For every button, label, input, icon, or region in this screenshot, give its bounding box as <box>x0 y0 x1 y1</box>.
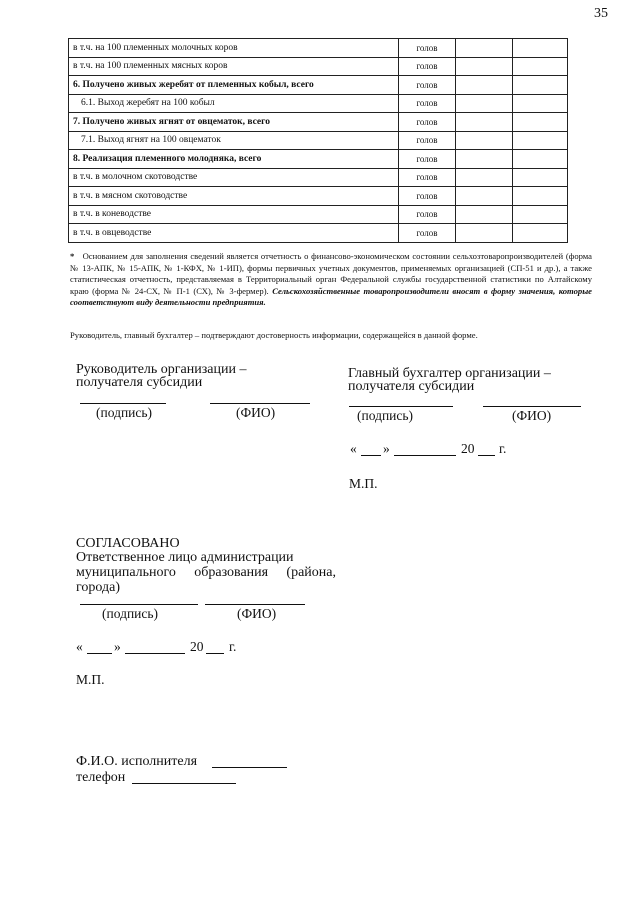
accountant-date-close: » <box>383 441 390 456</box>
value-cell[interactable] <box>513 150 568 169</box>
table-row <box>69 168 568 187</box>
value-cell[interactable] <box>456 57 513 76</box>
approval-heading: СОГЛАСОВАНО <box>76 536 180 551</box>
value-cell[interactable] <box>513 205 568 224</box>
table-row <box>69 224 568 243</box>
row-unit: голов <box>399 150 456 169</box>
row-label: 8. Реализация племенного молодняка, всего <box>69 150 399 169</box>
row-label: 7.1. Выход ягнят на 100 овцематок <box>69 131 399 150</box>
approval-line2: муниципального образования (района, <box>76 565 336 580</box>
table-row <box>69 187 568 206</box>
accountant-year-prefix: 20 <box>461 441 475 456</box>
footnote <box>70 251 592 309</box>
value-cell[interactable] <box>456 205 513 224</box>
accountant-title-line2: получателя субсидии <box>348 379 475 394</box>
accountant-year-suffix: г. <box>499 441 507 456</box>
approval-year-field[interactable] <box>206 653 224 654</box>
approval-year-prefix: 20 <box>190 639 204 654</box>
approval-name-line[interactable] <box>205 604 305 605</box>
approval-line3: города) <box>76 580 120 595</box>
row-unit: голов <box>399 131 456 150</box>
row-label: в т.ч. на 100 племенных мясных коров <box>69 57 399 76</box>
table-row <box>69 150 568 169</box>
approval-date-close: » <box>114 639 121 654</box>
value-cell[interactable] <box>513 187 568 206</box>
table-row <box>69 205 568 224</box>
accountant-title-line1: Главный бухгалтер организации – <box>348 366 551 381</box>
head-name-caption: (ФИО) <box>236 405 276 420</box>
value-cell[interactable] <box>456 39 513 58</box>
value-cell[interactable] <box>456 131 513 150</box>
footnote-star: * <box>70 251 75 261</box>
table-row <box>69 113 568 132</box>
value-cell[interactable] <box>456 168 513 187</box>
accountant-stamp-label: М.П. <box>349 476 378 491</box>
row-label: 6.1. Выход жеребят на 100 кобыл <box>69 94 399 113</box>
approval-name-caption: (ФИО) <box>237 606 277 621</box>
accountant-signature-line[interactable] <box>349 406 453 407</box>
value-cell[interactable] <box>513 224 568 243</box>
row-unit: голов <box>399 187 456 206</box>
row-unit: голов <box>399 94 456 113</box>
footnote-emphasis: Сельскохозяйственные товаропроизводители вносят в форму значения, которые соответствуют виду деятельности предприятия. <box>70 285 592 308</box>
accountant-year-field[interactable] <box>478 455 495 456</box>
row-label: 6. Получено живых жеребят от племенных кобыл, всего <box>69 76 399 95</box>
row-label: в т.ч. в овцеводстве <box>69 224 399 243</box>
page-number: 35 <box>594 6 608 21</box>
head-signature-caption: (подпись) <box>96 405 153 420</box>
row-label: в т.ч. в молочном скотоводстве <box>69 168 399 187</box>
head-title-line1: Руководитель организации – <box>76 362 247 377</box>
head-signature-line[interactable] <box>80 403 166 404</box>
executor-name-field[interactable] <box>212 767 287 768</box>
breeding-table <box>68 38 568 243</box>
table-row <box>69 57 568 76</box>
approval-month-field[interactable] <box>125 653 185 654</box>
row-unit: голов <box>399 224 456 243</box>
table-row <box>69 131 568 150</box>
row-label: 7. Получено живых ягнят от овцематок, всего <box>69 113 399 132</box>
accountant-day-field[interactable] <box>361 455 381 456</box>
value-cell[interactable] <box>513 57 568 76</box>
value-cell[interactable] <box>456 150 513 169</box>
row-unit: голов <box>399 76 456 95</box>
value-cell[interactable] <box>456 224 513 243</box>
approval-date-open: « <box>76 639 83 654</box>
table-row <box>69 76 568 95</box>
value-cell[interactable] <box>456 113 513 132</box>
approval-stamp-label: М.П. <box>76 672 105 687</box>
value-cell[interactable] <box>513 131 568 150</box>
approval-signature-line[interactable] <box>80 604 198 605</box>
head-title-line2: получателя субсидии <box>76 375 203 390</box>
row-unit: голов <box>399 168 456 187</box>
accountant-signature-caption: (подпись) <box>357 408 414 423</box>
value-cell[interactable] <box>456 187 513 206</box>
value-cell[interactable] <box>456 76 513 95</box>
value-cell[interactable] <box>513 113 568 132</box>
approval-day-field[interactable] <box>87 653 112 654</box>
approval-signature-caption: (подпись) <box>102 606 159 621</box>
approval-line1: Ответственное лицо администрации <box>76 550 294 565</box>
table-row <box>69 39 568 58</box>
approval-year-suffix: г. <box>229 639 237 654</box>
head-name-line[interactable] <box>210 403 310 404</box>
row-label: в т.ч. в коневодстве <box>69 205 399 224</box>
row-label: в т.ч. на 100 племенных молочных коров <box>69 39 399 58</box>
row-unit: голов <box>399 205 456 224</box>
executor-phone-field[interactable] <box>132 783 236 784</box>
executor-name-label: Ф.И.О. исполнителя <box>76 754 198 769</box>
table-row <box>69 94 568 113</box>
accountant-month-field[interactable] <box>394 455 456 456</box>
confirmation-text: Руководитель, главный бухгалтер – подтверждают достоверность информации, содержащейся в данной форме. <box>70 330 478 340</box>
footnote-text: Основанием для заполнения сведений является отчетность о финансово-экономическом состоянии сельхозтоваропроизводителей (форма № 13-АПК, № 15-АПК, № 1-КФХ, № 1-ИП), формы первичных учетных документов, применяемых организацией (СП-51 и др.), а также статистическая отчетность, представляемая в Территориальный орган Федеральной службы государственной статистики по Алтайскому краю (форма № 24-СХ, № П-1 (СХ), № 3-фермер). <box>70 251 592 296</box>
row-unit: голов <box>399 113 456 132</box>
value-cell[interactable] <box>513 94 568 113</box>
value-cell[interactable] <box>513 76 568 95</box>
value-cell[interactable] <box>513 39 568 58</box>
executor-phone-label: телефон <box>76 770 126 785</box>
row-unit: голов <box>399 57 456 76</box>
accountant-name-line[interactable] <box>483 406 581 407</box>
accountant-date-open: « <box>350 441 357 456</box>
row-unit: голов <box>399 39 456 58</box>
accountant-name-caption: (ФИО) <box>512 408 552 423</box>
row-label: в т.ч. в мясном скотоводстве <box>69 187 399 206</box>
value-cell[interactable] <box>456 94 513 113</box>
value-cell[interactable] <box>513 168 568 187</box>
